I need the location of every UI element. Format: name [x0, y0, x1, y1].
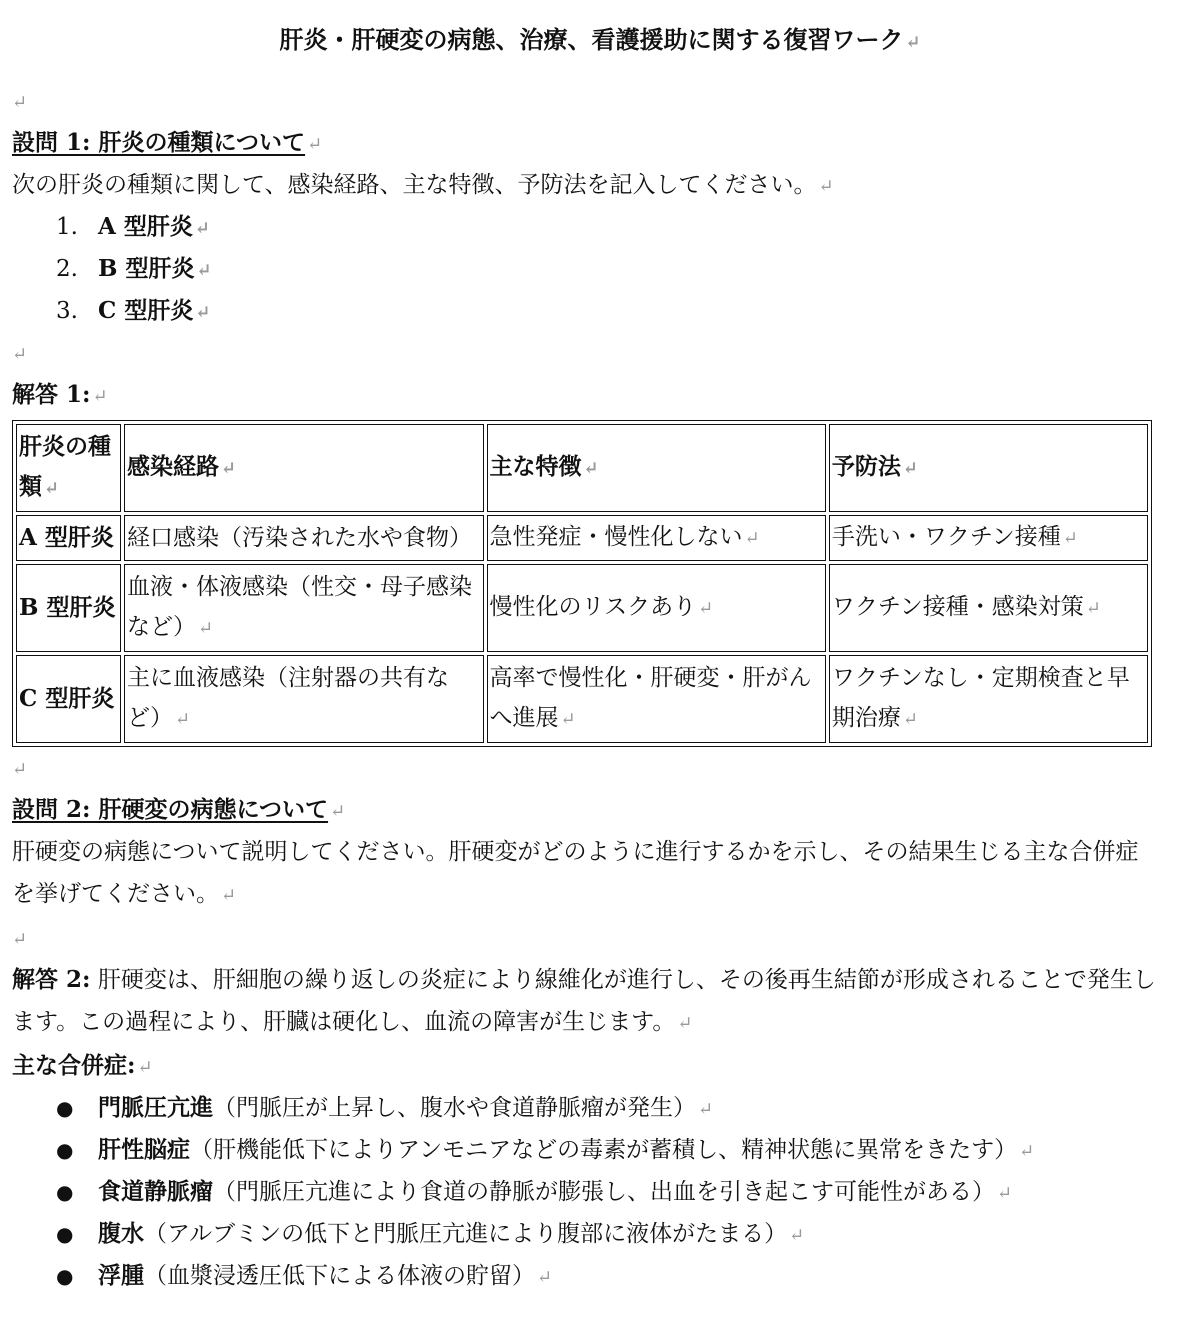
hepatitis-type-list	[12, 206, 1188, 332]
bullet-icon: ●	[56, 1264, 74, 1288]
header-cell: 予防法 ↵	[829, 424, 1148, 512]
list-item: 2. B 型肝炎 ↵	[56, 255, 212, 282]
bullet-icon: ●	[56, 1096, 74, 1120]
hepatitis-table-wrap	[12, 420, 1152, 747]
empty-paragraph: ↵	[12, 92, 28, 113]
table-cell: 慢性化のリスクあり ↵	[487, 564, 826, 652]
table-cell: 手洗い・ワクチン接種 ↵	[829, 515, 1148, 561]
question-2-prompt: 肝硬変の病態について説明してください。肝硬変がどのように進行するかを示し、その結果生じる主な合併症を挙げてください。 ↵	[12, 839, 1139, 907]
row-header-cell: C 型肝炎	[16, 655, 121, 743]
table-cell: 血液・体液感染（性交・母子感染など） ↵	[124, 564, 484, 652]
empty-paragraph: ↵	[12, 929, 28, 950]
table-row	[16, 655, 1148, 743]
document-title: 肝炎・肝硬変の病態、治療、看護援助に関する復習ワーク ↵	[279, 25, 921, 54]
bullet-icon: ●	[56, 1138, 74, 1162]
table-cell: 経口感染（汚染された水や食物）	[124, 515, 484, 561]
table-cell: 急性発症・慢性化しない ↵	[487, 515, 826, 561]
list-item: ● 食道静脈瘤（門脈圧亢進により食道の静脈が膨張し、出血を引き起こす可能性がある） ↵	[12, 1171, 1188, 1213]
header-cell: 主な特徴 ↵	[487, 424, 826, 512]
document-body	[12, 0, 1188, 1297]
paragraph-mark: ↵	[905, 32, 921, 53]
complications-list	[12, 1087, 1188, 1297]
question-1-prompt: 次の肝炎の種類に関して、感染経路、主な特徴、予防法を記入してください。 ↵	[12, 172, 834, 198]
hepatitis-table	[12, 420, 1152, 747]
list-item: 1. A 型肝炎 ↵	[56, 213, 210, 240]
list-item: 3. C 型肝炎 ↵	[56, 297, 211, 324]
list-item: ● 腹水（アルブミンの低下と門脈圧亢進により腹部に液体がたまる） ↵	[12, 1213, 1188, 1255]
list-item: ● 浮腫（血漿浸透圧低下による体液の貯留） ↵	[12, 1255, 1188, 1297]
row-header-cell: B 型肝炎	[16, 564, 121, 652]
answer-1-label: 解答 1: ↵	[12, 381, 108, 408]
bullet-icon: ●	[56, 1222, 74, 1246]
table-header-row	[16, 424, 1148, 512]
table-cell: 高率で慢性化・肝硬変・肝がんへ進展 ↵	[487, 655, 826, 743]
bullet-icon: ●	[56, 1180, 74, 1204]
header-cell: 感染経路 ↵	[124, 424, 484, 512]
empty-paragraph: ↵	[12, 759, 28, 780]
header-cell: 肝炎の種類 ↵	[16, 424, 121, 512]
table-cell: ワクチンなし・定期検査と早期治療 ↵	[829, 655, 1148, 743]
table-row	[16, 515, 1148, 561]
answer-2-text: 解答 2: 肝硬変は、肝細胞の繰り返しの炎症により線維化が進行し、その後再生結節が形成されることで発生します。この過程により、肝臓は硬化し、血流の障害が生じます。 ↵	[12, 966, 1156, 1035]
table-cell: 主に血液感染（注射器の共有など） ↵	[124, 655, 484, 743]
list-item: ● 門脈圧亢進（門脈圧が上昇し、腹水や食道静脈瘤が発生） ↵	[12, 1087, 1188, 1129]
row-header-cell: A 型肝炎	[16, 515, 121, 561]
complications-label: 主な合併症: ↵	[12, 1052, 153, 1079]
table-row	[16, 564, 1148, 652]
question-1-heading: 設問 1: 肝炎の種類について ↵	[12, 129, 323, 156]
question-2-heading: 設問 2: 肝硬変の病態について ↵	[12, 796, 346, 823]
empty-paragraph: ↵	[12, 344, 28, 365]
list-item: ● 肝性脳症（肝機能低下によりアンモニアなどの毒素が蓄積し、精神状態に異常をきたす） ↵	[12, 1129, 1188, 1171]
table-cell: ワクチン接種・感染対策 ↵	[829, 564, 1148, 652]
